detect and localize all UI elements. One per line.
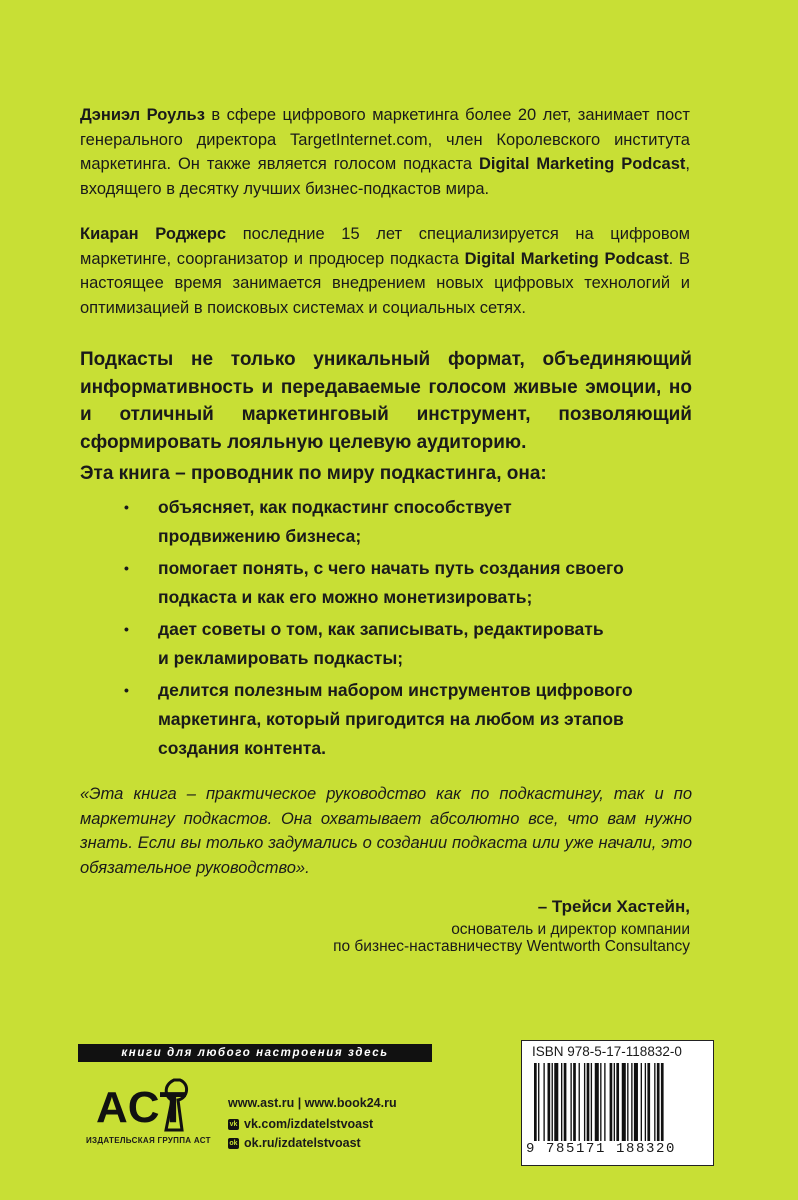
publisher-caption: ИЗДАТЕЛЬСКАЯ ГРУППА АСТ (86, 1136, 211, 1145)
list-item-line: помогает понять, с чего начать путь создания своего (158, 558, 624, 578)
list-item-line: и рекламировать подкасты; (158, 648, 404, 668)
list-item (80, 493, 700, 554)
lead-paragraph: Подкасты не только уникальный формат, объединяющий информативность и передаваемые голосом живые эмоции, но и отличный маркетинговый инструмент, позволяющий сформировать лояльную целевую аудиторию. (80, 349, 692, 453)
bullet-icon: • (124, 682, 129, 698)
logo-text: ACT (96, 1083, 187, 1132)
isbn-number: ISBN 978-5-17-118832-0 (532, 1044, 682, 1059)
ok-link[interactable] (228, 1136, 361, 1150)
quote-author-role: основатель и директор компании (451, 921, 690, 938)
bullet-icon: • (124, 499, 129, 515)
author-name: Киаран Роджерс (80, 225, 227, 243)
list-item-line: дает советы о том, как записывать, редактировать (158, 619, 604, 639)
feature-list (80, 493, 700, 758)
ok-icon: ok (229, 1139, 238, 1147)
list-item-line: объясняет, как подкастинг способствует (158, 497, 512, 517)
intro-line: Эта книга – проводник по миру подкастинга, она: (80, 463, 547, 484)
publisher-websites[interactable]: www.ast.ru | www.book24.ru (228, 1096, 397, 1110)
vk-link-text: vk.com/izdatelstvoast (244, 1117, 374, 1131)
bio-text: , входящего в десятку лучших бизнес-подкастов мира. (80, 155, 690, 198)
quote-author: – Трейси Хастейн, (537, 897, 690, 916)
list-item (80, 676, 700, 758)
ok-link-text: ok.ru/izdatelstvoast (244, 1136, 361, 1150)
bullet-icon: • (124, 560, 129, 576)
list-item-line: делится полезным набором инструментов цифрового (158, 680, 633, 700)
author-name: Дэниэл Роульз (80, 106, 205, 124)
list-item (80, 615, 700, 676)
bio-text: в сфере цифрового маркетинга более 20 лет, занимает пост генерального директора TargetInternet.com, член Королевского института маркетинга. Он также является голосом подкаста (80, 106, 690, 173)
author-bio-rogers (80, 222, 690, 320)
podcast-name: Digital Marketing Podcast (464, 249, 669, 268)
vk-icon: vk (229, 1120, 238, 1128)
barcode-digits: 9 785171 188320 (526, 1141, 677, 1157)
bio-text: последние 15 лет специализируется на цифровом маркетинге, соорганизатор и продюсер подкаста (80, 225, 691, 268)
testimonial-quote: «Эта книга – практическое руководство как по подкастингу, так и по маркетингу подкастов. Она охватывает абсолютно все, что вам нужно знать. Если вы только задумались о создании подкаста или уже начали, это обязательное руководство». (80, 785, 692, 877)
list-item-line: создания контента. (158, 738, 326, 758)
list-item-line: продвижению бизнеса; (158, 526, 362, 546)
publisher-slogan: книги для любого настроения здесь (78, 1044, 432, 1062)
quote-author-company: по бизнес-наставничеству Wentworth Consultancy (333, 938, 690, 955)
podcast-name: Digital Marketing Podcast (478, 155, 686, 173)
author-bio-rowles (80, 103, 690, 201)
list-item (80, 554, 700, 615)
list-item-line: подкаста и как его можно монетизировать; (158, 587, 533, 607)
bullet-icon: • (124, 621, 129, 637)
isbn-barcode-box (521, 1040, 714, 1166)
vk-link[interactable] (228, 1117, 373, 1131)
barcode-icon (530, 1063, 706, 1141)
publisher-logo (92, 1072, 202, 1134)
list-item-line: маркетинга, который пригодится на любом из этапов (158, 709, 624, 729)
bio-text: . В настоящее время занимается внедрением новых цифровых технологий и оптимизацией в поисковых системах и социальных сетях. (80, 249, 690, 317)
